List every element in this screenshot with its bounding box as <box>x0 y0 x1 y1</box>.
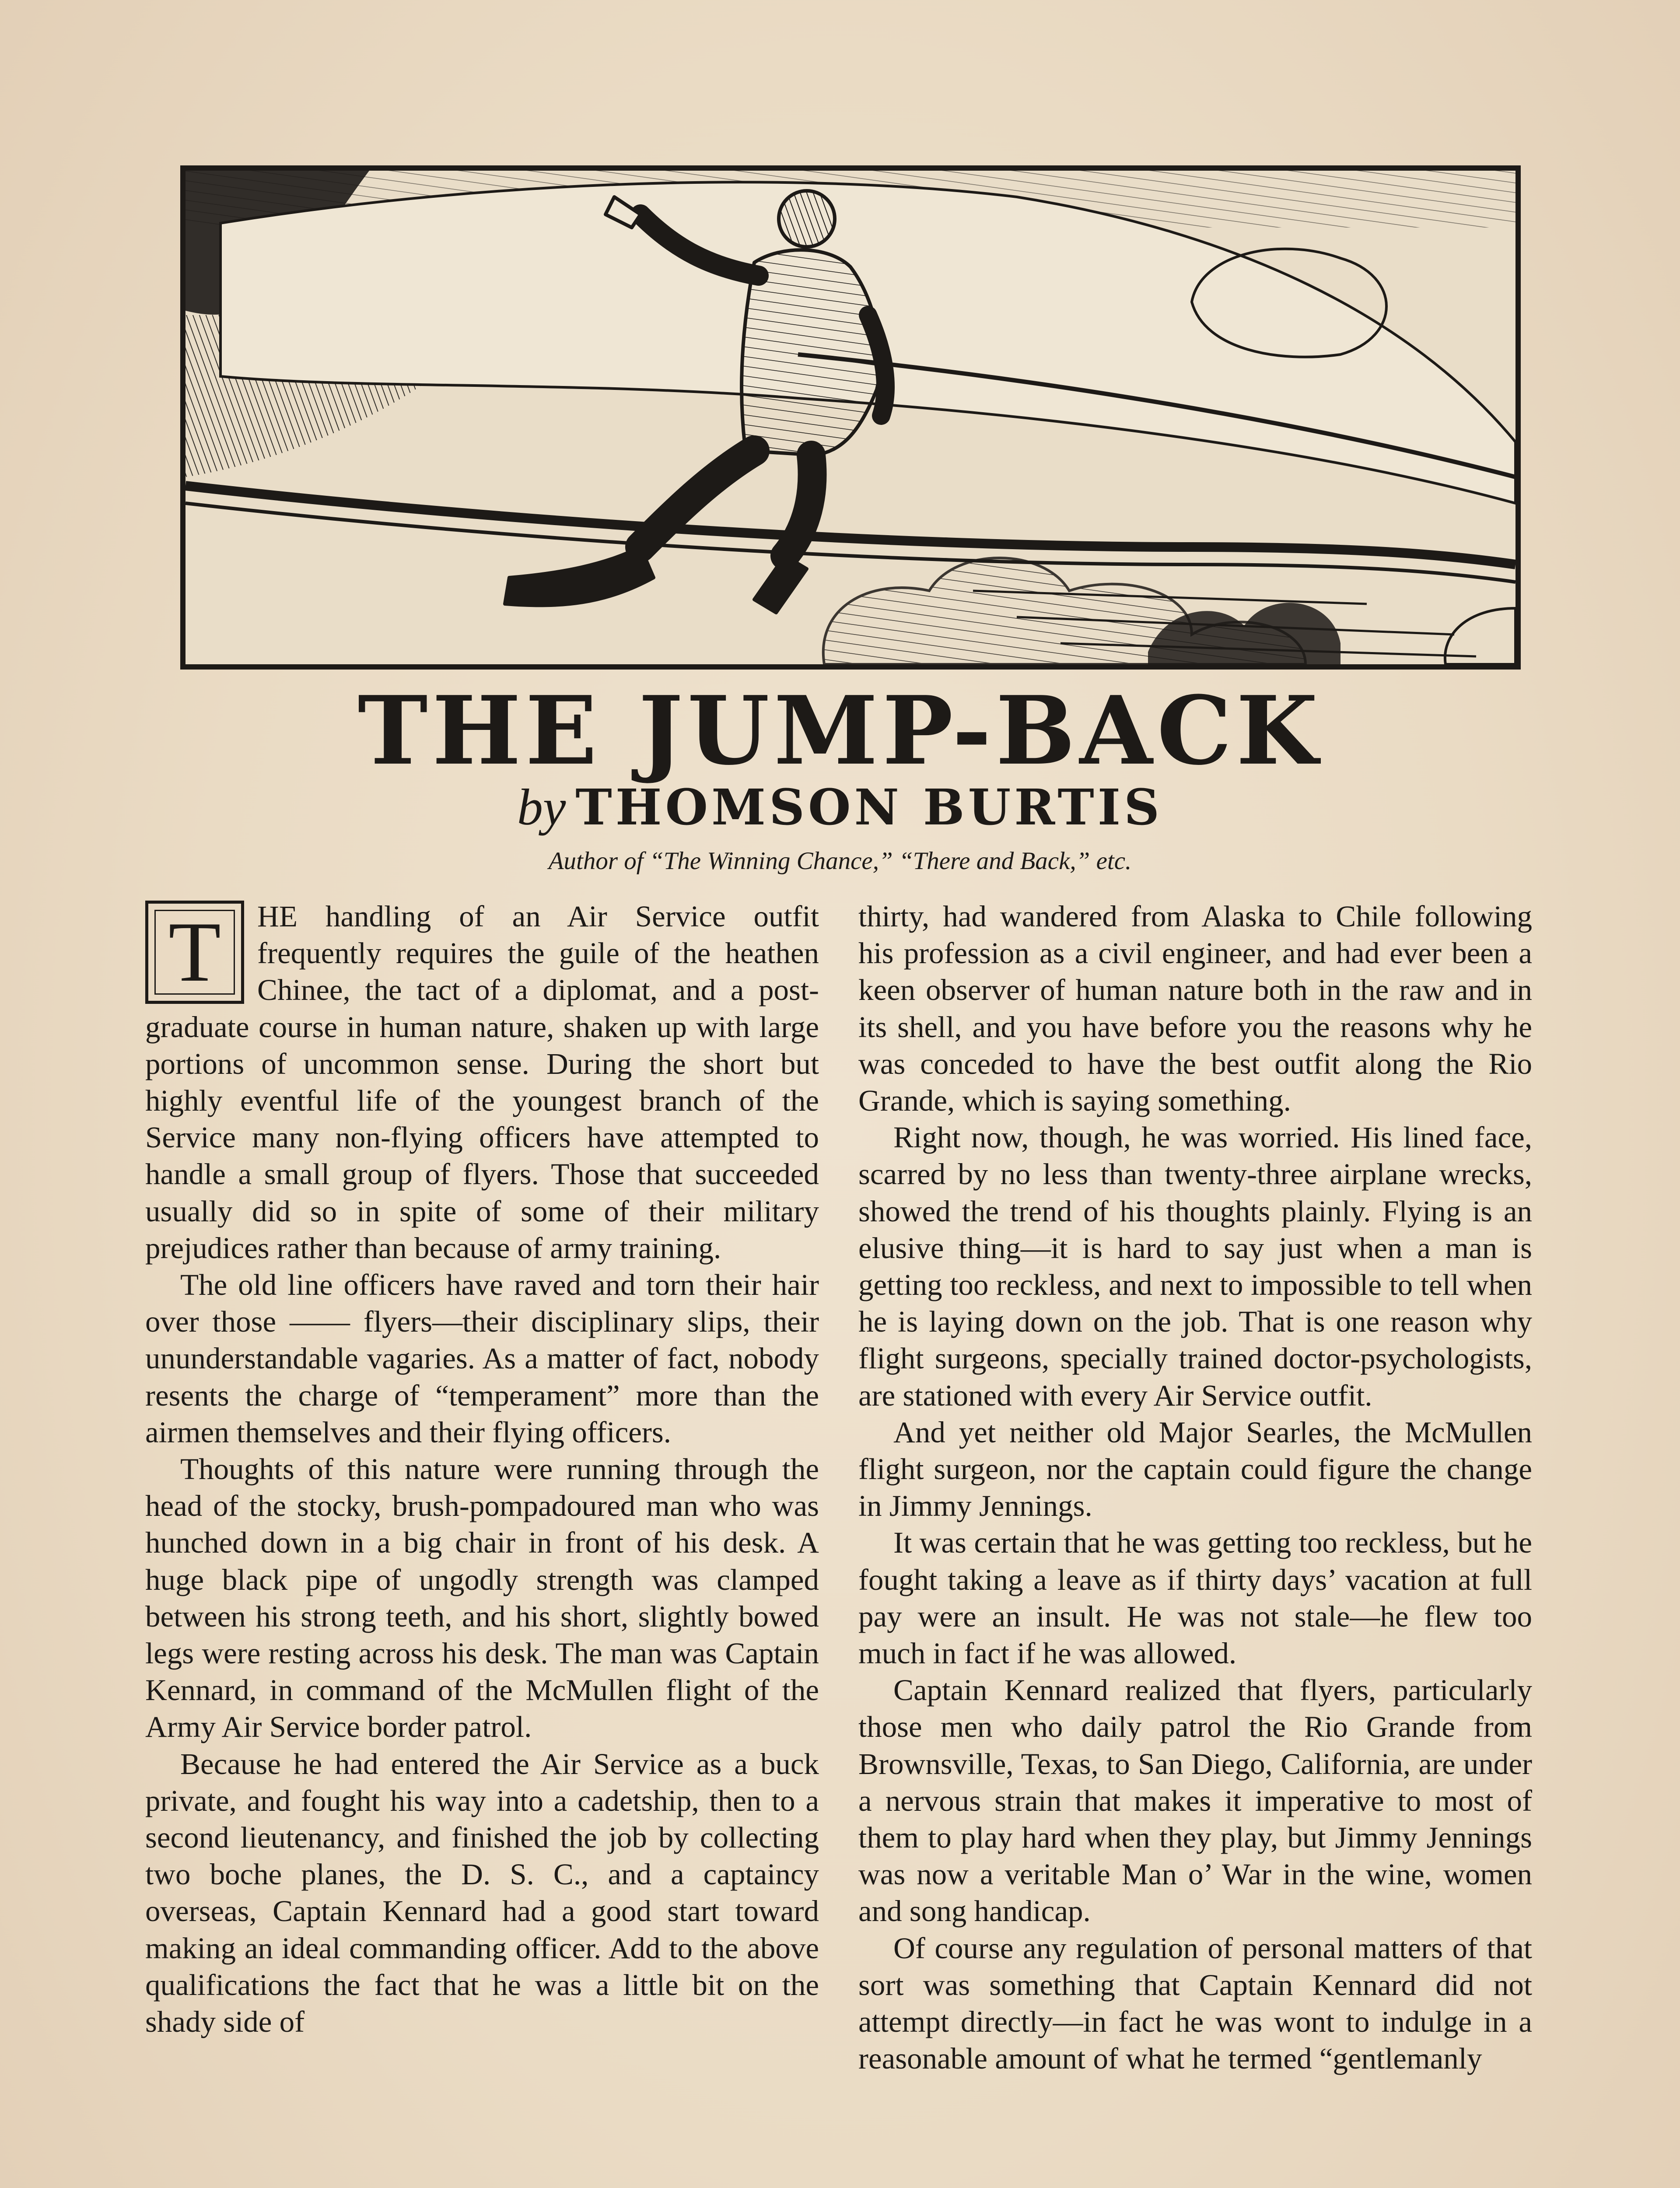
drop-cap <box>145 901 244 1004</box>
story-title: THE JUMP-BACK <box>357 675 1323 786</box>
paragraph: Of course any regulation of personal matters of that sort was something that Captain Kennard did not attempt directly—in fact he was wont to indulge in a reasonable amount of what he termed “gentlemanly <box>858 1931 1532 2076</box>
paragraph: Because he had entered the Air Service as a buck private, and fought his way into a cadetship, then to a second lieutenancy, and finished the job by collecting two boche planes, the D. S. C., and a captaincy overseas, Captain Kennard had a good start toward making an ideal commanding officer. Add to the above qualifications the fact that he was a little bit on the shady side of <box>145 1747 819 2039</box>
byline-prefix: by <box>517 778 566 836</box>
paragraph: Right now, though, he was worried. His lined face, scarred by no less than twenty-three airplane wrecks, showed the trend of his thoughts plainly. Flying is an elusive thing—it is hard to say just when a man is getting too reckless, and next to impossible to tell when he is laying down on the job. That is one reason why flight surgeons, specially trained doctor-psychologists, are stationed with every Air Service outfit. <box>858 1121 1532 1412</box>
paragraph: HE handling of an Air Service outfit frequently requires the guile of the heathen Chinee, the tact of a diplomat, and a post-graduate course in human nature, shaken up with large portions of uncommon sense. During the short but highly eventful life of the youngest branch of the Service many non-flying officers have attempted to handle a small group of flyers. Those that succeeded usually did so in spite of some of their military prejudices rather than because of army training. <box>145 900 819 1265</box>
text-column-right <box>858 898 1532 2077</box>
author-name: THOMSON BURTIS <box>575 779 1163 836</box>
paragraph: thirty, had wandered from Alaska to Chile following his profession as a civil engineer, and had ever been a keen observer of human nature both in the raw and in its shell, and you have before you the reasons why he was conceded to have the best outfit along the Rio Grande, which is saying something. <box>858 900 1532 1118</box>
paragraph: And yet neither old Major Searles, the McMullen flight surgeon, nor the captain could figure the change in Jimmy Jennings. <box>858 1415 1532 1523</box>
aviator-leaping-illustration <box>186 171 1516 664</box>
paragraph: It was certain that he was getting too reckless, but he fought taking a leave as if thirty days’ vacation at full pay were an insult. He was not stale—he flew too much in fact if he was allowed. <box>858 1526 1532 1670</box>
drop-cap-letter: T <box>168 905 221 999</box>
story-illustration <box>180 165 1521 670</box>
paragraph: The old line officers have raved and torn their hair over those —— flyers—their disciplinary slips, their ununderstandable vagaries. As a matter of fact, nobody resents the charge of “temperament” more than the airmen themselves and their flying officers. <box>145 1268 819 1449</box>
text-column-left <box>145 898 819 2040</box>
paragraph: Captain Kennard realized that flyers, particularly those men who daily patrol the Rio Grande from Brownsville, Texas, to San Diego, California, are under a nervous strain that makes it imperative to most of them to play hard when they play, but Jimmy Jennings was now a veritable Man o’ War in the wine, women and song handicap. <box>858 1673 1532 1928</box>
author-credit: Author of “The Winning Chance,” “There and Back,” etc. <box>548 847 1132 875</box>
paragraph: Thoughts of this nature were running through the head of the stocky, brush-pompadoured man who was hunched down in a big chair in front of his desk. A huge black pipe of ungodly strength was clamped between his strong teeth, and his short, slightly bowed legs were resting across his desk. The man was Captain Kennard, in command of the McMullen flight of the Army Air Service border patrol. <box>145 1452 819 1744</box>
